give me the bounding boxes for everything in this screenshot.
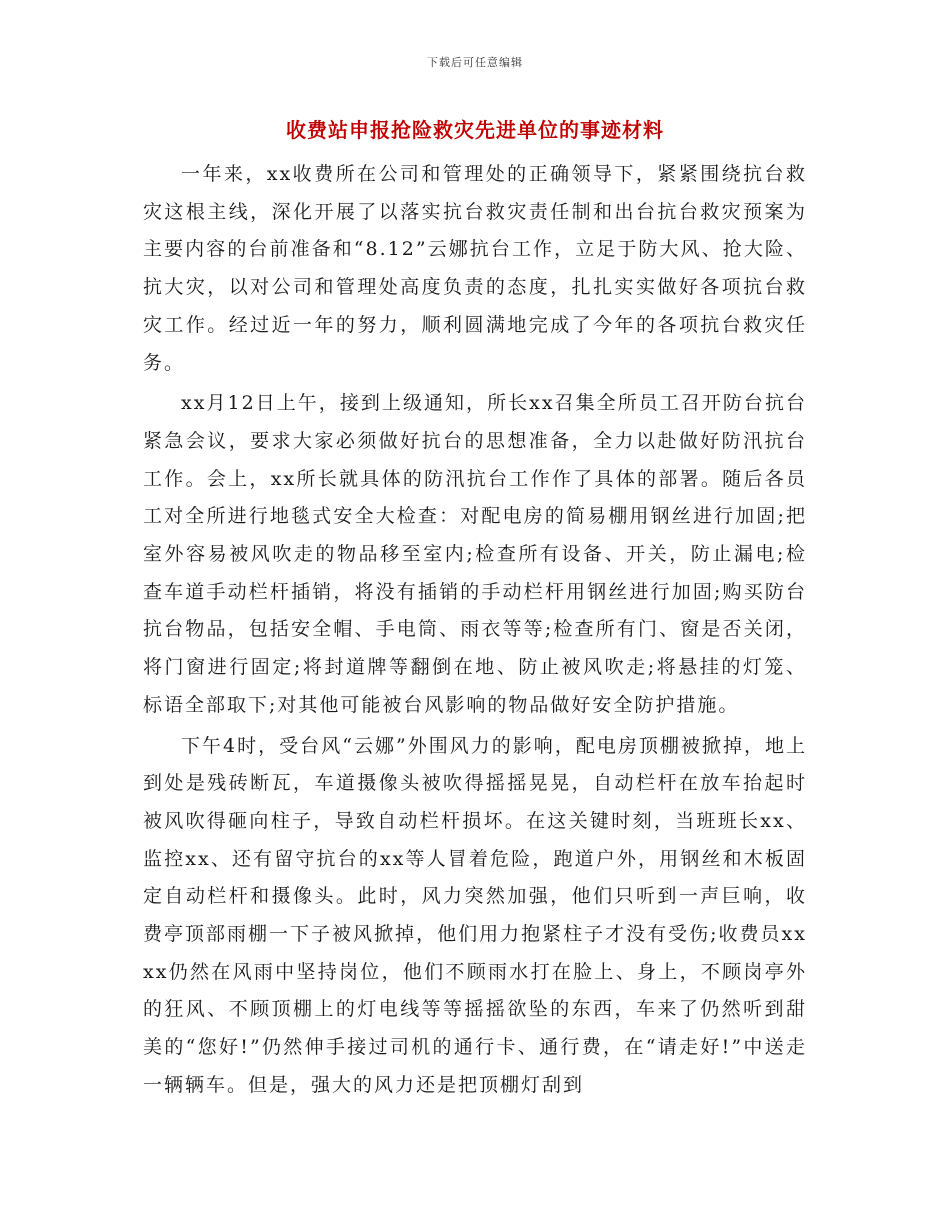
paragraph-2: xx月12日上午，接到上级通知，所长xx召集全所员工召开防台抗台紧急会议，要求大家必须做好抗台的思想准备，全力以赴做好防汛抗台工作。会上，xx所长就具体的防汛抗台工作作了具体的部署。随后各员工对全所进行地毯式安全大检查：对配电房的简易棚用钢丝进行加固;把室外容易被风吹走的物品移至室内;检查所有设备、开关，防止漏电;检查车道手动栏杆插销，将没有插销的手动栏杆用钢丝进行加固;购买防台抗台物品，包括安全帽、手电筒、雨衣等等;检查所有门、窗是否关闭，将门窗进行固定;将封道牌等翻倒在地、防止被风吹走;将悬挂的灯笼、标语全部取下;对其他可能被台风影响的物品做好安全防护措施。 [143,392,807,716]
paragraph-1: 一年来，xx收费所在公司和管理处的正确领导下，紧紧围绕抗台救灾这根主线，深化开展了以落实抗台救灾责任制和出台抗台救灾预案为主要内容的台前准备和“8.12”云娜抗台工作，立足于防大风、抢大险、抗大灾，以对公司和管理处高度负责的态度，扎扎实实做好各项抗台救灾工作。经过近一年的努力，顺利圆满地完成了今年的各项抗台救灾任务。 [143,163,807,374]
paragraph-3: 下午4时，受台风“云娜”外围风力的影响，配电房顶棚被掀掉，地上到处是残砖断瓦，车道摄像头被吹得摇摇晃晃，自动栏杆在放车抬起时被风吹得砸向柱子，导致自动栏杆损坏。在这关键时刻，当班班长xx、监控xx、还有留守抗台的xx等人冒着危险，跑道户外，用钢丝和木板固定自动栏杆和摄像头。此时，风力突然加强，他们只听到一声巨响，收费亭顶部雨棚一下子被风掀掉，他们用力抱紧柱子才没有受伤;收费员xxxx仍然在风雨中坚持岗位，他们不顾雨水打在脸上、身上，不顾岗亭外的狂风、不顾顶棚上的灯电线等等摇摇欲坠的东西，车来了仍然听到甜美的“您好!”仍然伸手接过司机的通行卡、通行费，在“请走好!”中送走一辆辆车。但是，强大的风力还是把顶棚灯刮到 [143,734,807,1096]
document-body [143,156,807,1108]
header-note: 下载后可任意编辑 [427,56,523,69]
document-title: 收费站申报抢险救灾先进单位的事迹材料 [286,118,664,142]
